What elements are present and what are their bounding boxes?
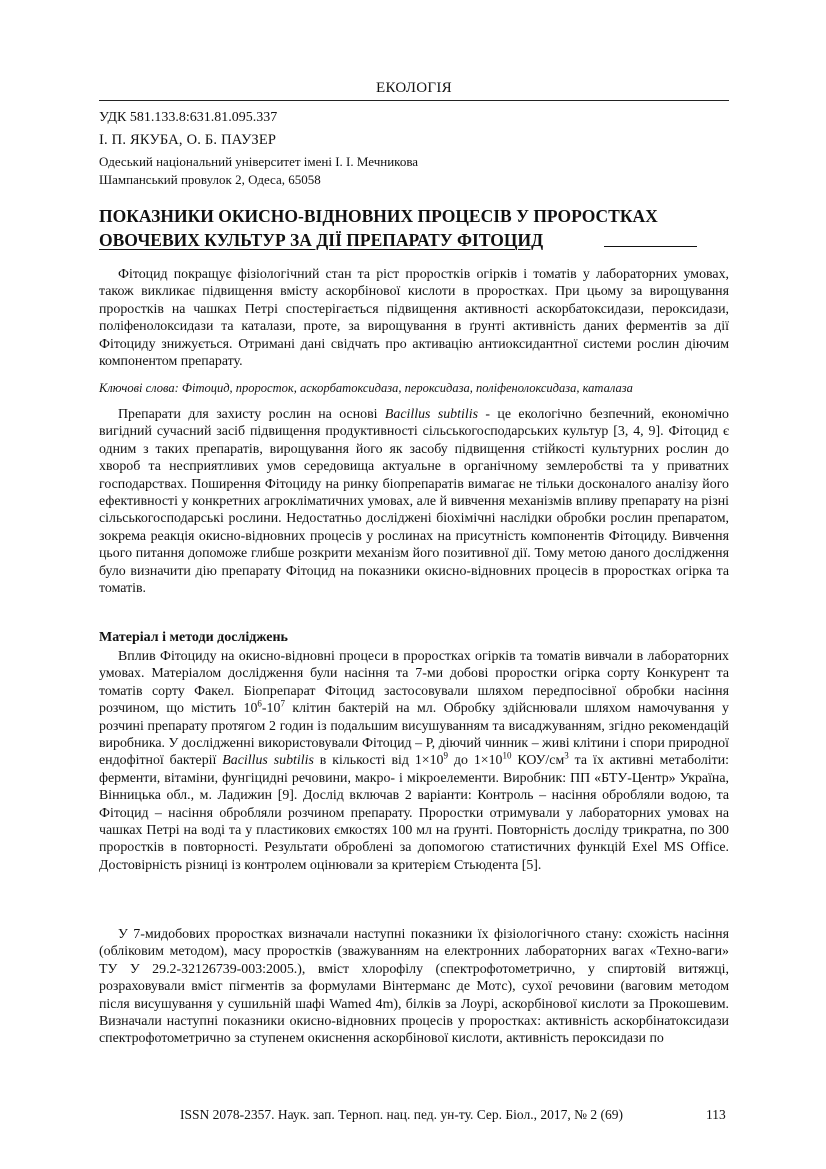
methods-paragraph bbox=[99, 648, 729, 874]
exponent-4: 10 bbox=[502, 750, 512, 761]
exponent-2: 7 bbox=[280, 698, 285, 709]
measurements-paragraph: У 7-мидобових проростках визначали наступні показники їх фізіологічного стану: схожість насіння (обліковим методом), масу проростків (зважуванням на електронних лабораторних вагах «Техно-ваги» ТУ У 29.2-32126739-003:2005.), вміст хлорофілу (спектрофотометрично, у спиртовій витяжці, розраховували вміст пігментів за формулами Вінтерманс де Мотс), сухої речовини (ваговим методом після висушування у сушильній шафі Wamed 4m), білків за Лоурі, аскорбінової кислоти за Прокошевим. Визначали наступні показники окисно-відновних процесів у проростках: активність аскорбінатоксидази спектрофотометрично за ступенем окиснення аскорбінової кислоти, активність пероксидази по bbox=[99, 927, 729, 1047]
introduction-paragraph bbox=[99, 406, 729, 597]
title-line-1: ПОКАЗНИКИ ОКИСНО-ВІДНОВНИХ ПРОЦЕСІВ У ПРОРОСТКАХ bbox=[99, 206, 658, 226]
methods-text-3: клітин бактерій на мл. Обробку здійснювали шляхом намочування у розчині препарату протягом 2 годин із подальшим висушуванням та висаджуванням, згідно рекомендацій виробника. У дослідженні використовували Фітоцид – Р, діючий чинник – живі клітини і спори природної ендофітної бактерії bbox=[99, 701, 729, 769]
methods-text-6: КОУ/см bbox=[511, 753, 565, 769]
methods-text-4: в кількості від 1×10 bbox=[313, 753, 444, 769]
page-number: 113 bbox=[706, 1107, 726, 1122]
affiliation-institution: Одеський національний університет імені І. І. Мечникова bbox=[99, 154, 419, 169]
species-name-2: Bacillus subtilis bbox=[222, 753, 314, 769]
footer-citation: ISSN 2078-2357. Наук. зап. Терноп. нац. пед. ун-ту. Сер. Біол., 2017, № 2 (69) bbox=[180, 1107, 623, 1122]
exponent-3: 9 bbox=[443, 750, 449, 761]
title-underline-rule bbox=[604, 246, 697, 247]
exponent-1: 6 bbox=[257, 698, 262, 709]
exponent-5: 3 bbox=[564, 750, 569, 761]
affiliation-address: Шампанський провулок 2, Одеса, 65058 bbox=[99, 172, 321, 187]
intro-text-1: Препарати для захисту рослин на основі bbox=[118, 407, 385, 422]
authors: І. П. ЯКУБА, О. Б. ПАУЗЕР bbox=[99, 132, 277, 148]
header-rule bbox=[99, 100, 729, 101]
abstract: Фітоцид покращує фізіологічний стан та ріст проростків огірків і томатів у лабораторних умовах, також викликає підвищення вмісту аскорбінової кислоти в проростках. При цьому за вирощування проростків на чашках Петрі спостерігається підвищення активності аскорбатоксидази, пероксидази, поліфенолоксидази та каталази, проте, за вирощування в ґрунті активність даних ферментів за дії Фітоциду знижується. Отримані дані свідчать про активацію антиоксидантної системи рослин діючим компонентом препарату. bbox=[99, 267, 729, 370]
methods-heading: Матеріал і методи досліджень bbox=[99, 630, 288, 645]
article-title bbox=[99, 204, 739, 252]
methods-text-1: Вплив Фітоциду на окисно-відновні процеси в проростках огірків та томатів вивчали в лабораторних умовах. Матеріалом дослідження були насіння та 7-ми добові проростки огірка сорту Конкурент та томатів сорту Факел. Біопрепарат Фітоцид застосовували шляхом передпосівної обробки насіння розчином, що містить 10 bbox=[99, 649, 729, 717]
section-header: ЕКОЛОГІЯ bbox=[376, 80, 452, 96]
methods-text-7: та їх активні метаболіти: ферменти, вітаміни, фунгіцидні речовини, макро- і мікроелементи. Виробник: ПП «БТУ-Центр» Україна, Вінницька обл., м. Ладижин [9]. Дослід включав 2 варіанти: Контроль – насіння обробляли водою, та Фітоцид – насіння обробляли розчином препарату. Проростки отримували у лабораторних умовах на чашках Петрі на воді та у пластикових ємкостях 100 мл на ґрунті. Повторність досліду трикратна, по 300 проростків в повторності. Результати оброблені за допомогою статистичних функцій Exel MS Office. Достовірність різниці із контролем оцінювали за критерієм Стьюдента [5]. bbox=[99, 753, 730, 873]
methods-text-5: до 1×10 bbox=[448, 753, 503, 769]
intro-text-2: - це екологічно безпечний, економічно вигідний сучасний засіб підвищення продуктивності сільськогосподарських культур [3, 4, 9]. Фітоцид є одним з таких препаратів, вирощування його як засобу підвищення стійкості культурних рослин до хвороб та несприятливих умов середовища актуальне в органічному землеробстві та у приватних господарствах. Поширення Фітоциду на ринку біопрепаратів вимагає не тільки досконалого аналізу його ефективності у конкретних агрокліматичних умовах, але й вивчення механізмів впливу препарату на різні сільськогосподарські рослини. Недостатньо досліджені біохімічні наслідки обробки рослин препаратом, зокрема реакція окисно-відновних процесів у рослинах на присутність компонентів Фітоциду. Вивчення цього питання допоможе глибше розкрити механізм його позитивної дії. Тому метою даного дослідження було визначити дію препарату Фітоцид на показники окисно-відновних процесів в проростках огірка та томатів. bbox=[99, 407, 730, 597]
species-name: Bacillus subtilis bbox=[384, 407, 478, 422]
keywords: Ключові слова: Фітоцид, проросток, аскорбатоксидаза, пероксидаза, поліфенолоксидаза, каталаза bbox=[99, 381, 633, 395]
title-line-2: ОВОЧЕВИХ КУЛЬТУР ЗА ДІЇ ПРЕПАРАТУ ФІТОЦИД bbox=[99, 230, 544, 250]
methods-text-2: -10 bbox=[261, 701, 281, 717]
udk-code: УДК 581.133.8:631.81.095.337 bbox=[99, 110, 278, 125]
